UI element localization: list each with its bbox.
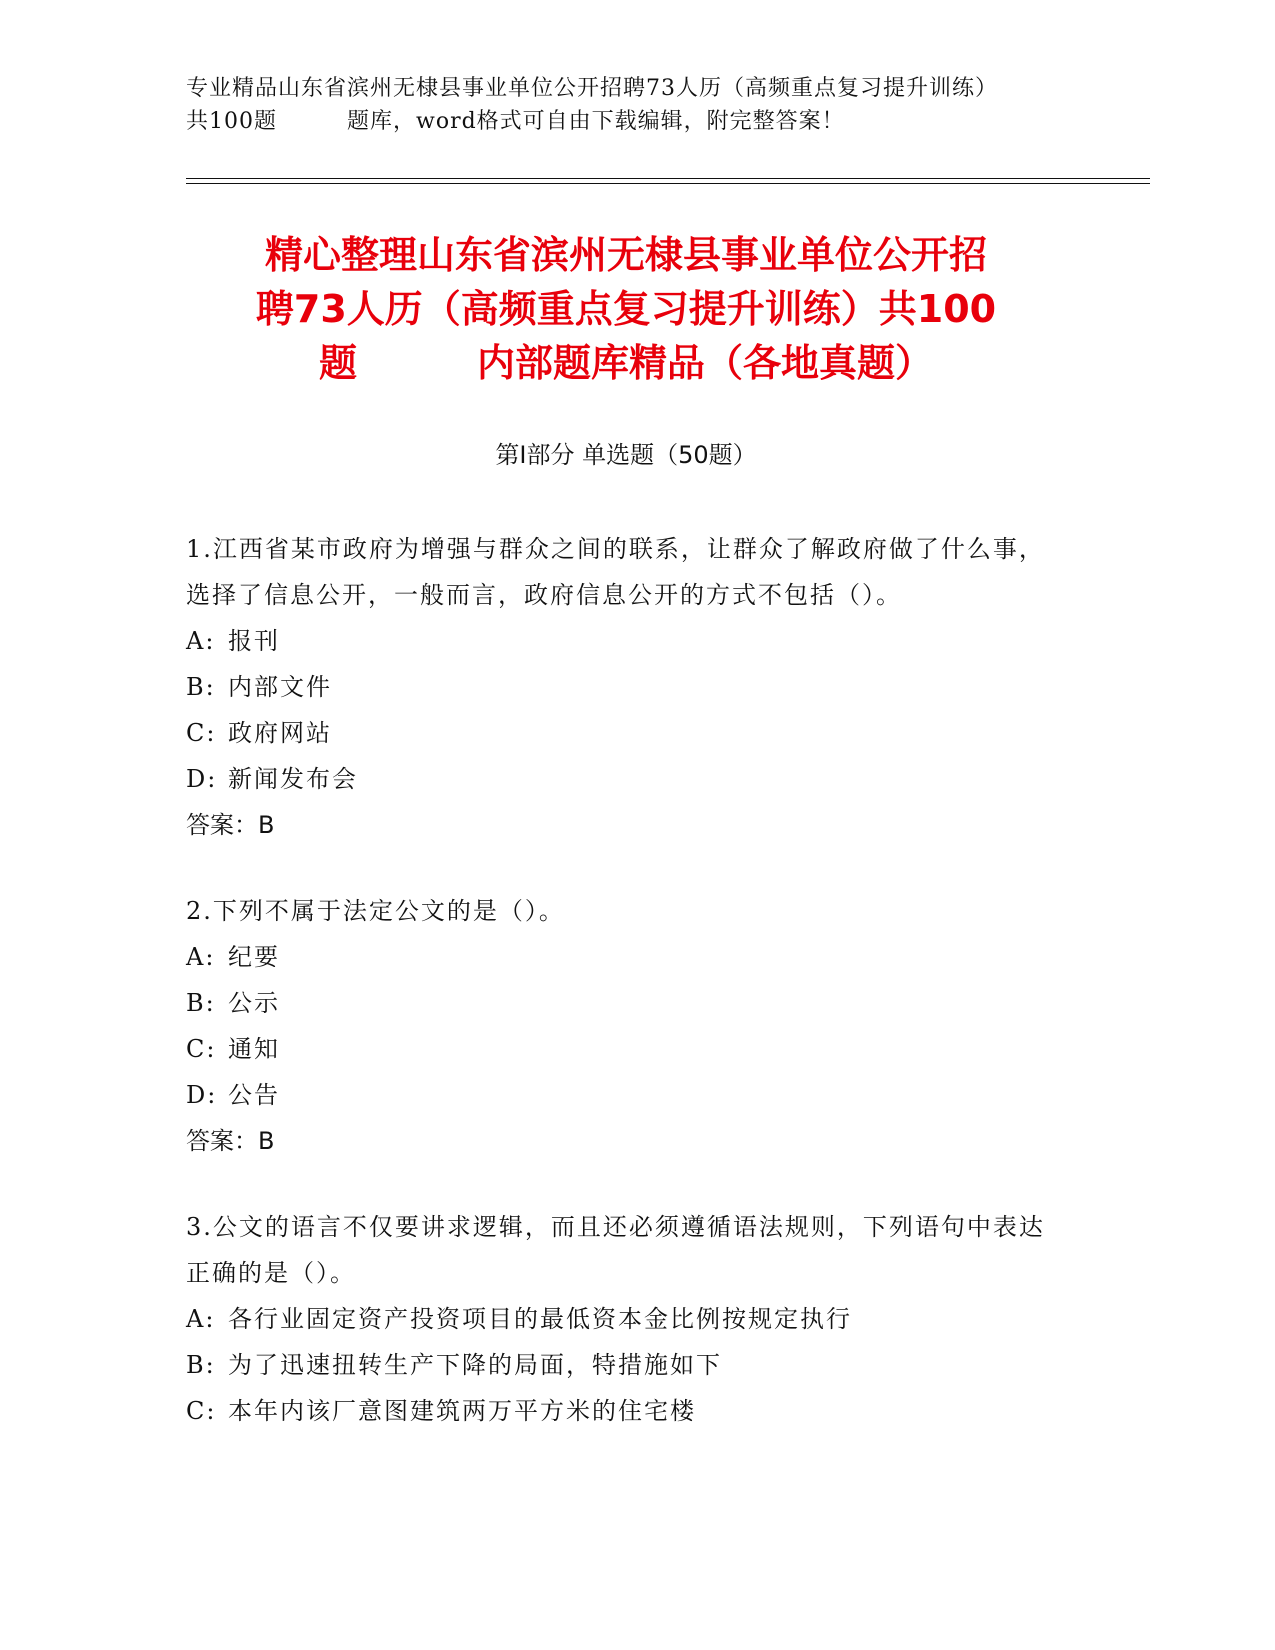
option-a [186, 934, 1066, 980]
option-text: 新闻发布会 [228, 765, 358, 793]
title-line-3a: 题 [318, 341, 357, 385]
option-b [186, 980, 1066, 1026]
title-line-3 [186, 336, 1066, 390]
option-text: 报刊 [228, 627, 280, 655]
header-description: 题库，word格式可自由下载编辑，附完整答案！ [347, 109, 845, 134]
question-1 [186, 526, 1066, 848]
section-heading: 第Ⅰ部分 单选题（50题） [495, 441, 757, 469]
option-c [186, 710, 1066, 756]
option-letter: A: [186, 1305, 216, 1333]
option-text: 政府网站 [228, 719, 332, 747]
answer-line: 答案：B [186, 811, 275, 839]
option-letter: B: [186, 989, 216, 1017]
header-question-count: 共100题 [186, 109, 277, 134]
option-d [186, 756, 1066, 802]
question-2 [186, 888, 1066, 1164]
page-header [186, 72, 1086, 138]
option-letter: B: [186, 1351, 216, 1379]
question-stem: 2.下列不属于法定公文的是（）。 [186, 897, 565, 925]
option-text: 公示 [228, 989, 280, 1017]
option-b [186, 1342, 1066, 1388]
option-text: 为了迅速扭转生产下降的局面，特措施如下 [228, 1351, 722, 1379]
question-stem: 1.江西省某市政府为增强与群众之间的联系，让群众了解政府做了什么事，选择了信息公开，一般而言，政府信息公开的方式不包括（）。 [186, 535, 1045, 609]
document-title [186, 228, 1066, 390]
option-letter: D: [186, 1081, 218, 1109]
question-stem: 3.公文的语言不仅要讲求逻辑，而且还必须遵循语法规则，下列语句中表达正确的是（）。 [186, 1213, 1045, 1287]
option-a [186, 618, 1066, 664]
option-d [186, 1072, 1066, 1118]
option-c [186, 1026, 1066, 1072]
question-list [186, 526, 1066, 1474]
option-text: 各行业固定资产投资项目的最低资本金比例按规定执行 [228, 1305, 852, 1333]
header-rule-top [186, 178, 1150, 179]
header-line-2 [186, 105, 1086, 138]
header-rule-bottom [186, 183, 1150, 184]
option-letter: C: [186, 719, 217, 747]
option-b [186, 664, 1066, 710]
option-letter: D: [186, 765, 218, 793]
option-letter: A: [186, 627, 216, 655]
option-text: 公告 [228, 1081, 280, 1109]
option-letter: C: [186, 1397, 217, 1425]
answer-line: 答案：B [186, 1127, 275, 1155]
option-letter: B: [186, 673, 216, 701]
option-text: 纪要 [228, 943, 280, 971]
title-line-2: 聘73人历（高频重点复习提升训练）共100 [255, 287, 997, 331]
header-line-1: 专业精品山东省滨州无棣县事业单位公开招聘73人历（高频重点复习提升训练） [186, 76, 998, 101]
title-line-3b: 内部题库精品（各地真题） [477, 341, 934, 385]
option-text: 本年内该厂意图建筑两万平方米的住宅楼 [228, 1397, 696, 1425]
question-3 [186, 1204, 1066, 1434]
option-letter: A: [186, 943, 216, 971]
option-a [186, 1296, 1066, 1342]
option-letter: C: [186, 1035, 217, 1063]
option-text: 通知 [228, 1035, 280, 1063]
option-text: 内部文件 [228, 673, 332, 701]
option-c [186, 1388, 1066, 1434]
title-line-1: 精心整理山东省滨州无棣县事业单位公开招 [264, 233, 987, 277]
